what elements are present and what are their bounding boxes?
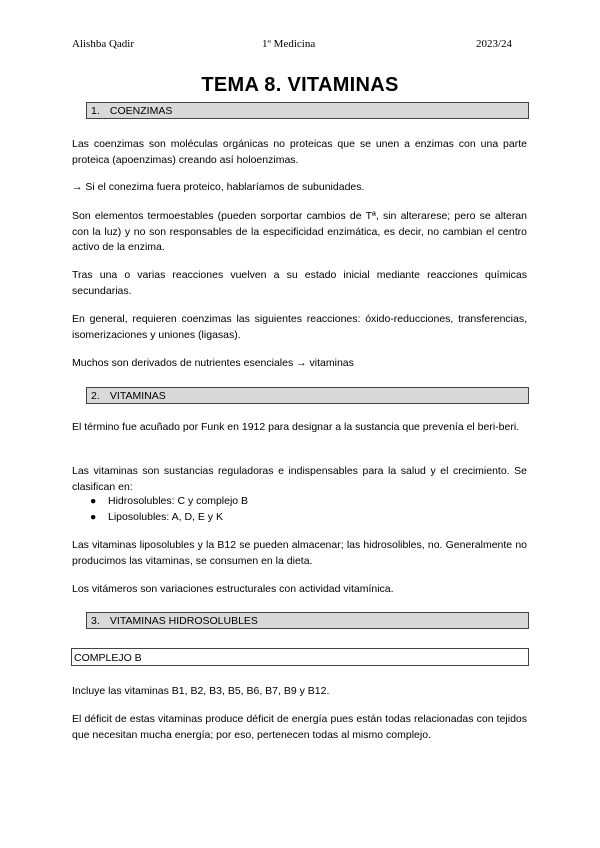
section-label: VITAMINAS <box>109 390 166 402</box>
coenzimas-paragraph-4: Tras una o varias reacciones vuelven a su estado inicial mediante reacciones químicas secundarias. <box>72 269 527 297</box>
complejo-b-paragraph-2: El déficit de estas vitaminas produce déficit de energía pues están todas relacionadas con tejidos que necesitan mucha energía; por eso, pertenecen todas al mismo complejo. <box>72 713 527 741</box>
section-label: COENZIMAS <box>109 105 173 117</box>
list-item <box>72 510 512 526</box>
header-year: 2023/24 <box>475 38 512 50</box>
section-label: VITAMINAS HIDROSOLUBLES <box>109 615 258 627</box>
section-heading-vitaminas <box>86 387 529 404</box>
vitaminas-paragraph-1: El término fue acuñado por Funk en 1912 para designar a la sustancia que prevenía el beri-beri. <box>72 421 520 433</box>
section-heading-coenzimas <box>86 102 529 119</box>
coenzimas-paragraph-1: Las coenzimas son moléculas orgánicas no proteicas que se unen a enzimas con una parte proteica (apoenzimas) creando así holoenzimas. <box>72 138 527 166</box>
complejo-b-paragraph-1: Incluye las vitaminas B1, B2, B3, B5, B6, B7, B9 y B12. <box>72 685 330 697</box>
coenzimas-paragraph-6: Muchos son derivados de nutrientes esenciales → vitaminas <box>72 357 354 369</box>
list-item-text: Hidrosolubles: C y complejo B <box>108 495 249 507</box>
subsection-heading-complejo-b: COMPLEJO B <box>71 648 529 666</box>
vitamin-classification-list <box>72 494 512 525</box>
coenzimas-paragraph-5: En general, requieren coenzimas las siguientes reacciones: óxido-reducciones, transferencias, isomerizaciones y uniones (ligasas). <box>72 313 527 341</box>
section-number: 2. <box>91 390 100 402</box>
bullet-icon: ● <box>90 495 97 507</box>
section-number: 3. <box>91 615 100 627</box>
coenzimas-paragraph-3: Son elementos termoestables (pueden sorportar cambios de Tª, sin alterarese; pero se alteran con la luz) y no son responsables de la especificidad enzimática, es decir, no cambian el centro activo de la enzima. <box>72 210 527 253</box>
section-heading-vitaminas-hidrosolubles <box>86 612 529 629</box>
coenzimas-paragraph-2: → Si el conezima fuera proteico, hablaríamos de subunidades. <box>72 181 365 193</box>
list-item <box>72 494 512 510</box>
bullet-icon: ● <box>90 510 97 523</box>
section-number: 1. <box>91 105 100 117</box>
list-item-text: Liposolubles: A, D, E y K <box>108 510 223 523</box>
document-title: TEMA 8. VITAMINAS <box>201 74 399 96</box>
vitaminas-paragraph-2: Las vitaminas son sustancias reguladoras e indispensables para la salud y el crecimiento. Se clasifican en: <box>72 465 527 493</box>
vitaminas-paragraph-3: Las vitaminas liposolubles y la B12 se pueden almacenar; las hidrosolibles, no. Generalmente no producimos las vitaminas, se consumen en la dieta. <box>72 539 527 567</box>
header-author: Alishba Qadir <box>72 38 135 50</box>
header-course: 1º Medicina <box>262 38 316 50</box>
vitaminas-paragraph-4: Los vitámeros son variaciones estructurales con actividad vitamínica. <box>72 583 394 595</box>
